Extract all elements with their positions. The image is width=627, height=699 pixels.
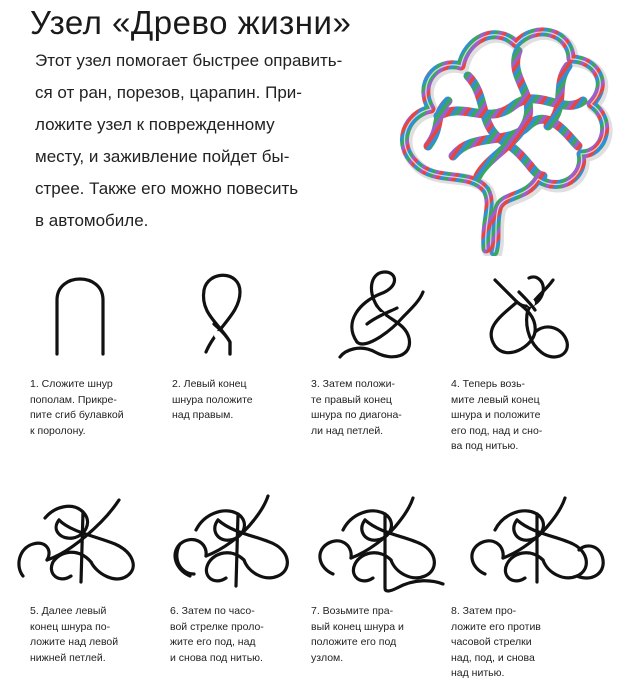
caption-line: пите сгиб булавкой xyxy=(30,409,124,421)
step-1-caption xyxy=(30,377,124,439)
step-5-caption xyxy=(30,604,118,666)
intro-line: стрее. Также его можно повесить xyxy=(35,179,299,198)
caption-line: 4. Теперь возь- xyxy=(451,378,526,390)
step-5-diagram xyxy=(5,478,155,598)
step-8-caption xyxy=(451,604,541,682)
step-1-diagram xyxy=(15,262,150,372)
intro-line: в автомобиле. xyxy=(35,211,149,230)
step-8-diagram xyxy=(455,478,615,598)
step-4-diagram xyxy=(455,262,590,372)
step-3-diagram xyxy=(305,262,440,372)
caption-line: к поролону. xyxy=(30,424,86,437)
caption-line: часовой стрелки xyxy=(451,636,532,648)
caption-line: шнура и положите xyxy=(451,409,541,421)
caption-line: шнура по диагона- xyxy=(311,409,402,421)
caption-line: его под, над и сно- xyxy=(451,424,543,437)
step-4-caption xyxy=(451,377,542,455)
caption-line: положите его под xyxy=(311,636,397,648)
caption-line: 1. Сложите шнур xyxy=(30,378,113,390)
caption-line: шнура положите xyxy=(172,393,253,406)
page-title: Узел «Древо жизни» xyxy=(30,4,352,41)
caption-line: узлом. xyxy=(311,651,344,664)
caption-line: 3. Затем положи- xyxy=(311,378,395,390)
caption-line: 2. Левый конец xyxy=(172,378,247,390)
tree-knot-illustration xyxy=(368,6,623,256)
caption-line: 8. Затем про- xyxy=(451,605,517,617)
intro-text xyxy=(35,45,415,237)
caption-line: 7. Возьмите пра- xyxy=(311,605,394,617)
caption-line: вой стрелке проло- xyxy=(170,620,264,633)
caption-line: вый конец шнура и xyxy=(311,620,404,633)
caption-line: 6. Затем по часо- xyxy=(170,605,255,617)
caption-line: над правым. xyxy=(172,409,234,421)
caption-line: мите левый конец xyxy=(451,393,540,406)
step-7-diagram xyxy=(305,478,455,598)
caption-line: и снова под нитью. xyxy=(170,651,263,664)
caption-line: нижней петлей. xyxy=(30,651,106,664)
caption-line: пополам. Прикре- xyxy=(30,393,117,406)
intro-line: ложите узел к поврежденному xyxy=(35,115,275,134)
intro-line: ся от ран, порезов, царапин. При- xyxy=(35,83,302,102)
step-7-caption xyxy=(311,604,404,666)
caption-line: 5. Далее левый xyxy=(30,605,107,617)
caption-line: конец шнура по- xyxy=(30,620,111,633)
step-2-diagram xyxy=(158,262,293,372)
caption-line: ложите его против xyxy=(451,620,541,633)
caption-line: те правый конец xyxy=(311,393,392,406)
caption-line: над, под, и снова xyxy=(451,651,535,664)
caption-line: над нитью. xyxy=(451,667,505,679)
step-3-caption xyxy=(311,377,402,439)
intro-line: Этот узел помогает быстрее оправить- xyxy=(35,51,343,70)
step-6-diagram xyxy=(150,478,310,598)
intro-line: месту, и заживление пойдет бы- xyxy=(35,147,290,166)
caption-line: жите его под, над xyxy=(170,636,256,648)
step-6-caption xyxy=(170,604,264,666)
caption-line: ли над петлей. xyxy=(311,424,384,437)
caption-line: ва под нитью. xyxy=(451,440,519,452)
step-2-caption xyxy=(172,377,253,424)
caption-line: ложите над левой xyxy=(30,636,119,648)
